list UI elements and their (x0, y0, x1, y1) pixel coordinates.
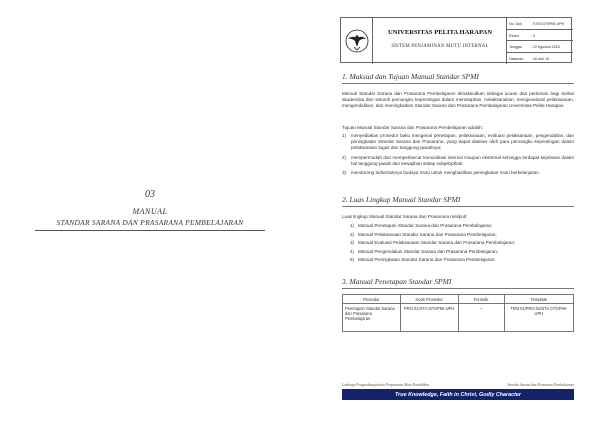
logo-cell (341, 18, 373, 64)
cover-number: 03 (145, 189, 155, 200)
meta-value: : 22 Agustus 2016 (531, 45, 560, 49)
list-number: 1) (342, 133, 347, 138)
list-item (350, 249, 570, 258)
meta-label: Revisi (509, 33, 519, 38)
list-item (342, 170, 574, 176)
section-2-intro: Luas lingkup Manual Standar Sarana dan Prasarana meliputi: (342, 214, 468, 219)
meta-label: No. Dok (509, 22, 522, 26)
table-row (343, 304, 574, 332)
table-header: Kode Prosedur (400, 295, 458, 304)
list-text: mendorong terbentuknya budaya mutu untuk menghasilkan peningkatan mutu berkelanjutan. (351, 170, 540, 176)
university-name: UNIVERSITAS PELITA HARAPAN (387, 29, 493, 36)
meta-row-date (507, 41, 573, 53)
document-meta (507, 18, 573, 64)
table-cell: TEM.01/PRO.02/STA.07/SPMI-UPH (504, 304, 573, 332)
cover-title: STANDAR SARANA DAN PRASARANA PEMBELAJARAN (35, 218, 265, 231)
footer-institution: Lembaga Pengembangan dan Penjaminan Mutu Pendidikan (342, 383, 429, 387)
list-item (342, 155, 574, 167)
meta-value: : 16 dari 18 (531, 57, 549, 61)
meta-row-revision (507, 30, 573, 42)
procedure-table (342, 294, 574, 332)
section-2-title: 2. Luas Lingkup Manual Standar SPMI (342, 195, 574, 207)
table-header: Prosedur (343, 295, 401, 304)
list-number: 4) (350, 248, 355, 254)
footer-motto-band (342, 389, 574, 400)
section-1-title: 1. Maksud dan Tujuan Manual Standar SPMI (342, 72, 574, 84)
footer-standard-name: Standar Sarana dan Prasarana Pembelajaran (507, 383, 574, 387)
list-text: mempermudah dan memperlancar komunikasi internal maupun eksternal sehingga terdapat kejelasan dalam hal tanggung-jawab dan kewajiban setiap subjek/pihak; (351, 154, 574, 166)
table-cell: – (458, 304, 504, 332)
eagle-logo-icon (344, 28, 370, 54)
list-text: Manual Penetapan Standar Sarana dan Prasarana Pembelajaran; (358, 223, 493, 228)
document-header (340, 17, 572, 63)
meta-label: Halaman (509, 56, 524, 61)
table-cell: Penetapan Standar Sarana dan Prasarana Pembelajaran (343, 304, 401, 332)
section-1-intro: Tujuan Manual Standar Sarana dan Prasarana Pembelajaran adalah: (342, 125, 484, 130)
list-item (350, 257, 570, 266)
section-3-title: 3. Manual Penetapan Standar SPMI (342, 277, 574, 289)
cover-manual-label: MANUAL (132, 207, 168, 216)
footer-motto: True Knowledge, Faith in Christ, Godly Character (394, 391, 521, 398)
meta-value: : STM.07/SPMI-UPH (531, 22, 564, 26)
list-text: Manual Pelaksanaan Standar Sarana dan Prasarana Pembelajaran; (358, 231, 497, 237)
list-number: 2) (350, 231, 355, 237)
table-header-row (343, 295, 574, 304)
meta-value: : 0 (531, 34, 535, 38)
table-header: Template (504, 295, 573, 304)
table-header: Formulir (458, 295, 504, 304)
meta-row-doc (507, 18, 573, 30)
system-name: SISTEM PENJAMINAN MUTU INTERNAL (391, 44, 489, 49)
meta-label: Tanggal (509, 45, 522, 49)
list-item (350, 240, 570, 249)
content-page (300, 0, 600, 424)
list-text: Manual Pengendalian Standar Sarana dan Prasarana Pembelajaran; (358, 248, 499, 254)
list-number: 3) (350, 240, 355, 246)
list-item (342, 133, 574, 152)
university-cell (373, 18, 507, 64)
table-cell: PRO.01/STA.07/SPMI-UPH (400, 304, 458, 332)
section-1-list (342, 133, 574, 179)
list-item (350, 232, 570, 241)
list-number: 5) (350, 257, 355, 263)
list-number: 2) (342, 154, 347, 160)
list-number: 3) (342, 170, 347, 176)
section-2-list (350, 223, 570, 266)
list-number: 1) (350, 223, 355, 228)
list-text: menyediakan prosedur baku mengenai penetapan, pelaksanaan, evaluasi pelaksanaan, pengendalian, dan peningkatan Standar Sarana dan Prasarana, yang dapat diakses oleh para pemangku kepentingan dalam pelaksanaan tugas dan tanggung-jawabnya; (351, 133, 574, 151)
list-item (350, 223, 570, 232)
section-1-paragraph: Manual Standar Sarana dan Prasarana Pembelajaran dimaksudkan sebagai acuan dan pedoman bagi sivitas akademika dan seluruh pemangku kepentingan dalam menetapkan, melaksanakan, mengevaluasi pelaksanaan, mengendalikan, dan meningkatkan Standar Sarana dan Prasarana Pembelajaran Universitas Pelita Harapan. (342, 91, 574, 109)
list-text: Manual Evaluasi Pelaksanaan Standar Sarana dan Prasarana Pembelajaran; (358, 240, 516, 246)
meta-row-page (507, 53, 573, 65)
list-text: Manual Peningkatan Standar Sarana dan Prasarana Pembelajaran. (358, 257, 496, 263)
